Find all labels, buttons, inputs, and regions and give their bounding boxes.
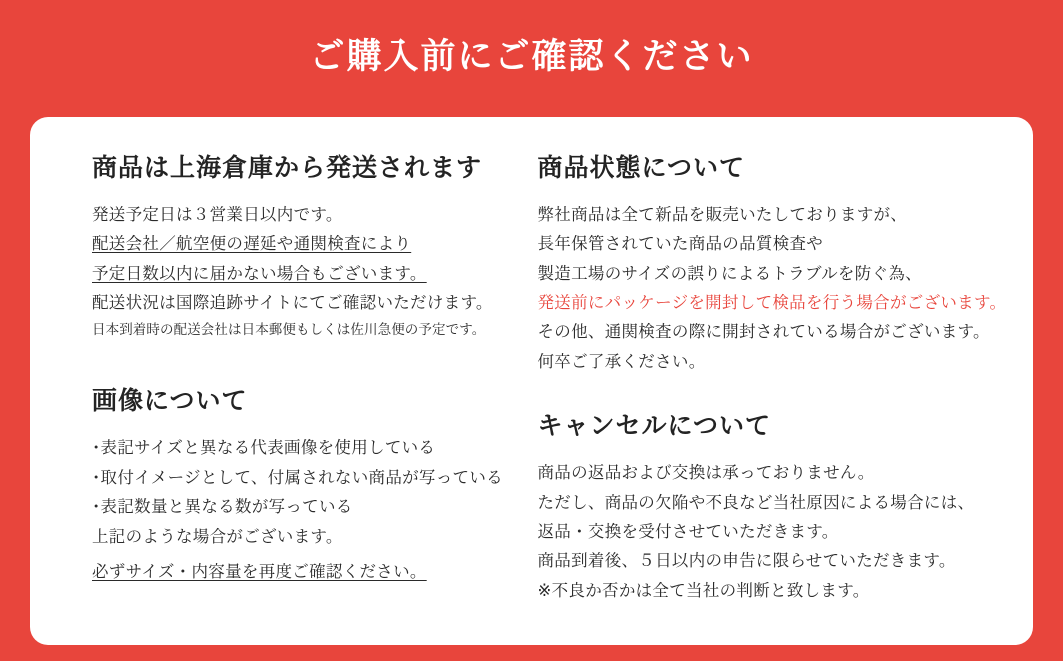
images-line-5: 必ずサイズ・内容量を再度ご確認ください。 <box>92 562 427 581</box>
condition-line-1: 弊社商品は全て新品を販売いたしておりますが、 <box>537 206 908 224</box>
right-column <box>532 153 1007 640</box>
cancel-line-2: ただし、商品の欠陥や不良など当社原因による場合には、 <box>537 493 975 512</box>
section-title-condition: 商品状態について <box>537 154 746 182</box>
section-condition <box>537 153 1007 377</box>
condition-line-6: 何卒ご了承ください。 <box>537 352 706 371</box>
shipping-line-4: 配送状況は国際追跡サイトにてご確認いただけます。 <box>92 294 493 313</box>
shipping-line-3: 予定日数以内に届かない場合もございます。 <box>92 264 427 283</box>
images-line-2: ･取付イメージとして、付属されない商品が写っている <box>92 468 503 487</box>
shipping-line-5: 日本到着時の配送会社は日本郵便もしくは佐川急便の予定です。 <box>92 322 486 338</box>
section-shipping <box>92 153 514 342</box>
section-title-shipping: 商品は上海倉庫から発送されます <box>92 154 483 182</box>
cancel-line-4: 商品到着後、５日以内の申告に限らせていただきます。 <box>537 552 956 571</box>
condition-line-5: その他、通関検査の際に開封されている場合がございます。 <box>537 323 990 342</box>
images-line-3: ･表記数量と異なる数が写っている <box>92 498 353 517</box>
shipping-line-1: 発送予定日は３営業日以内です。 <box>92 206 343 224</box>
cancel-line-3: 返品・交換を受付させていただきます。 <box>537 522 839 541</box>
two-column-layout <box>64 153 1007 640</box>
page-title: ご購入前にご確認ください <box>309 37 754 76</box>
left-column <box>64 153 532 640</box>
section-cancel <box>538 411 1000 606</box>
section-title-images: 画像について <box>92 387 248 416</box>
section-title-cancel: キャンセルについて <box>537 412 772 441</box>
images-line-1: ･表記サイズと異なる代表画像を使用している <box>92 439 436 458</box>
shipping-line-2: 配送会社／航空便の遅延や通関検査により <box>92 235 412 254</box>
section-images <box>92 386 514 587</box>
cancel-line-1: 商品の返品および交換は承っておりません。 <box>537 464 875 483</box>
condition-line-4-highlight: 発送前にパッケージを開封して検品を行う場合がございます。 <box>537 294 1007 313</box>
condition-line-2: 長年保管されていた商品の品質検査や <box>537 235 824 254</box>
condition-line-3: 製造工場のサイズの誤りによるトラブルを防ぐ為、 <box>537 264 922 283</box>
cancel-line-5: ※不良か否かは全て当社の判断と致します。 <box>537 581 870 600</box>
images-line-4: 上記のような場合がございます。 <box>92 527 343 546</box>
notice-card <box>30 117 1033 645</box>
